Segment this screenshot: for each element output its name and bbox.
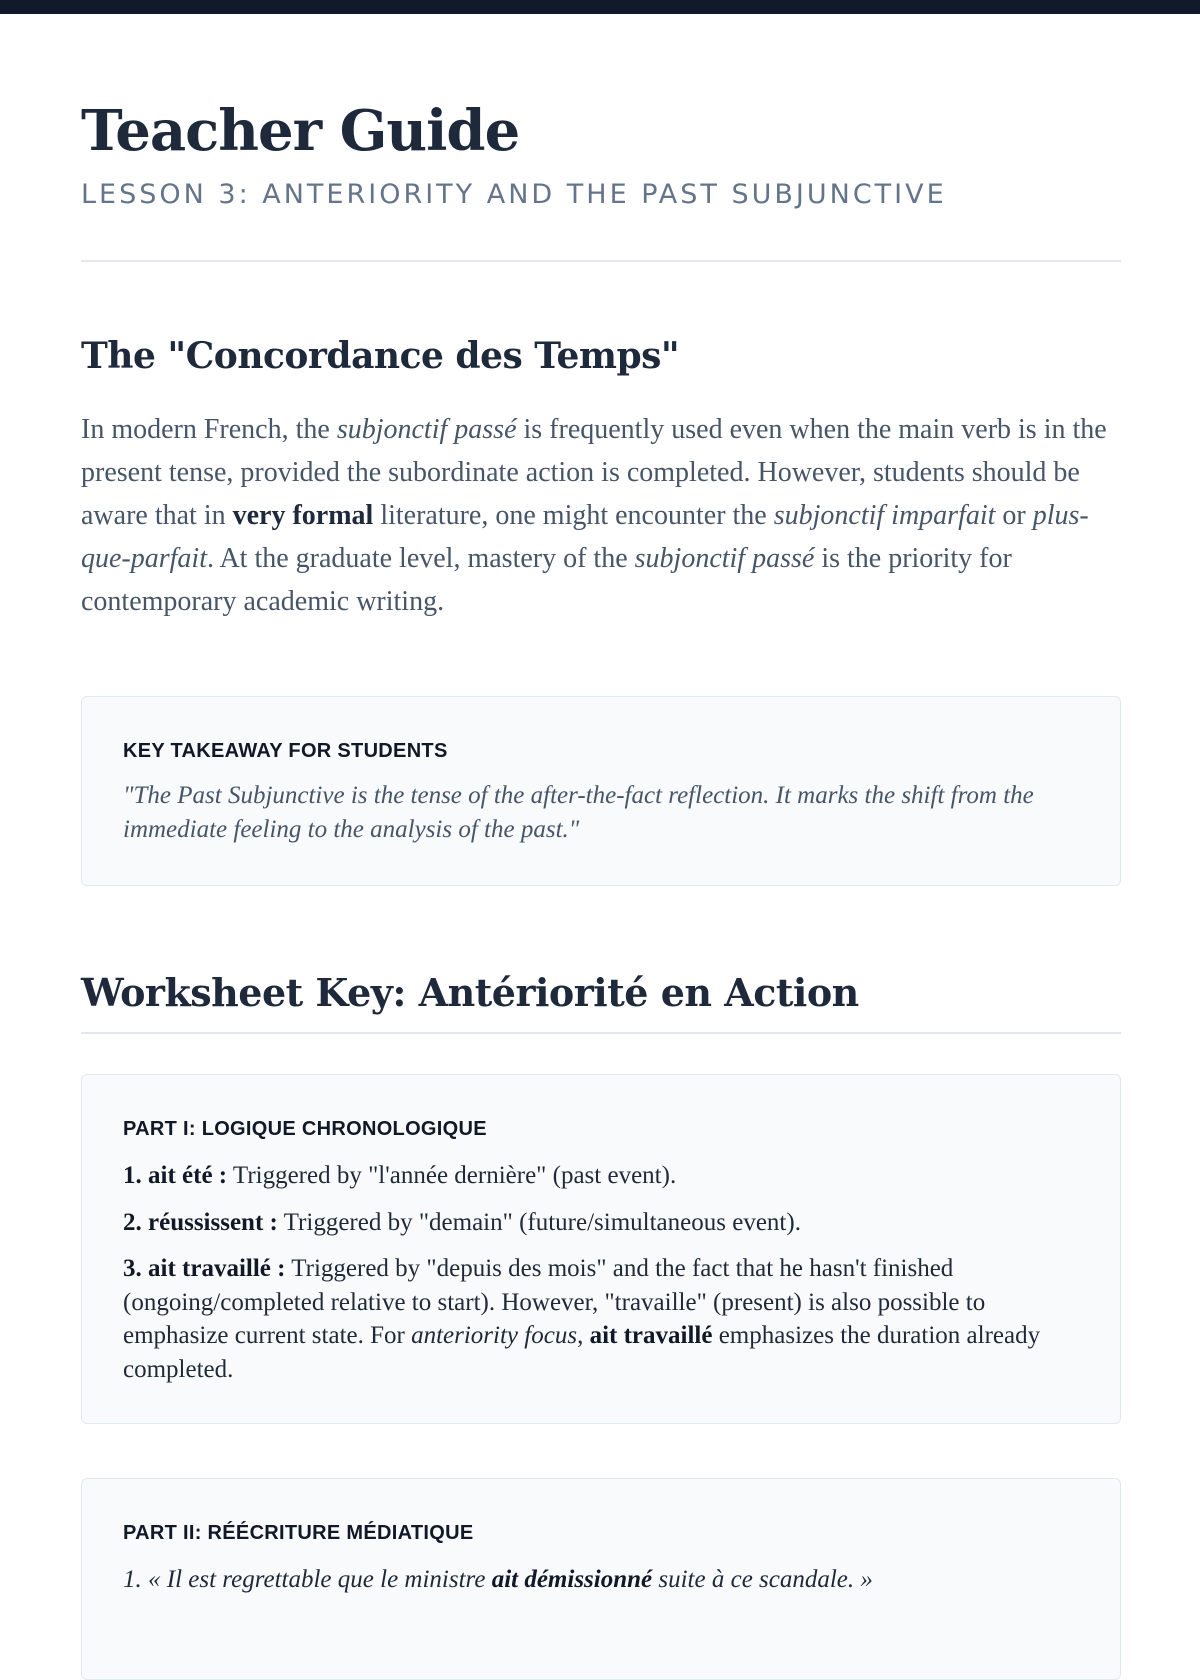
rewrite-text: suite à ce scandale. » [652, 1566, 873, 1593]
term-subjonctif-passe: subjonctif passé [634, 543, 815, 574]
paragraph-text: is the priority for contemporary academic writing. [81, 543, 1012, 617]
paragraph-text: or [995, 500, 1033, 531]
rewrite-item [123, 1563, 1083, 1597]
concordance-heading: The "Concordance des Temps" [81, 335, 680, 377]
answer-strong: ait travaillé [589, 1322, 713, 1349]
answer-item [123, 1252, 1083, 1386]
answer-item [123, 1159, 1083, 1193]
worksheet-divider [81, 1032, 1121, 1034]
answer-explanation: , [577, 1322, 590, 1349]
answer-term: 2. réussissent : [123, 1209, 278, 1236]
paragraph-text: literature, one might encounter the [373, 500, 774, 531]
answer-term: 1. ait été : [123, 1162, 228, 1189]
part-1-label: PART I: LOGIQUE CHRONOLOGIQUE [123, 1118, 487, 1140]
answer-item [123, 1206, 1083, 1240]
paragraph-text: . At the graduate level, mastery of the [207, 543, 635, 574]
concordance-paragraph [81, 408, 1121, 623]
part-2-card [81, 1478, 1121, 1680]
term-plus-que-parfait: plus-que-parfait [81, 500, 1089, 574]
answer-explanation: Triggered by "depuis des mois" and the fact that he hasn't finished (ongoing/completed relative to start). However, "travaille" (present) is also possible to emphasize current state. For [123, 1255, 986, 1349]
rewrite-text: 1. « Il est regrettable que le ministre [123, 1566, 492, 1593]
emphasis-very-formal: very formal [232, 500, 374, 531]
lesson-subtitle: LESSON 3: ANTERIORITY AND THE PAST SUBJUNCTIVE [81, 179, 947, 210]
part-1-card [81, 1074, 1121, 1424]
answer-explanation: Triggered by "demain" (future/simultaneous event). [277, 1209, 801, 1236]
key-takeaway-quote: "The Past Subjunctive is the tense of the after-the-fact reflection. It marks the shift from the immediate feeling to the analysis of the past." [123, 782, 1034, 843]
header-divider [81, 260, 1121, 262]
part-2-label: PART II: RÉÉCRITURE MÉDIATIQUE [123, 1522, 474, 1544]
top-accent-bar [0, 0, 1200, 14]
answer-explanation: emphasizes the duration already completed. [123, 1322, 1041, 1383]
answer-explanation: Triggered by "l'année dernière" (past event). [227, 1162, 677, 1189]
key-takeaway-card [81, 696, 1121, 886]
paragraph-text: is frequently used even when the main verb is in the present tense, provided the subordinate action is completed. However, students should be aware that in [81, 414, 1107, 531]
worksheet-key-heading: Worksheet Key: Antériorité en Action [81, 970, 859, 1015]
term-subjonctif-imparfait: subjonctif imparfait [773, 500, 996, 531]
paragraph-text: In modern French, the [81, 414, 337, 445]
key-takeaway-label: KEY TAKEAWAY FOR STUDENTS [123, 740, 448, 762]
page-title: Teacher Guide [81, 98, 520, 164]
rewrite-strong: ait démissionné [491, 1566, 653, 1593]
answer-term: 3. ait travaillé : [123, 1255, 286, 1282]
term-subjonctif-passe: subjonctif passé [336, 414, 517, 445]
answer-emphasis: anteriority focus [411, 1322, 578, 1349]
